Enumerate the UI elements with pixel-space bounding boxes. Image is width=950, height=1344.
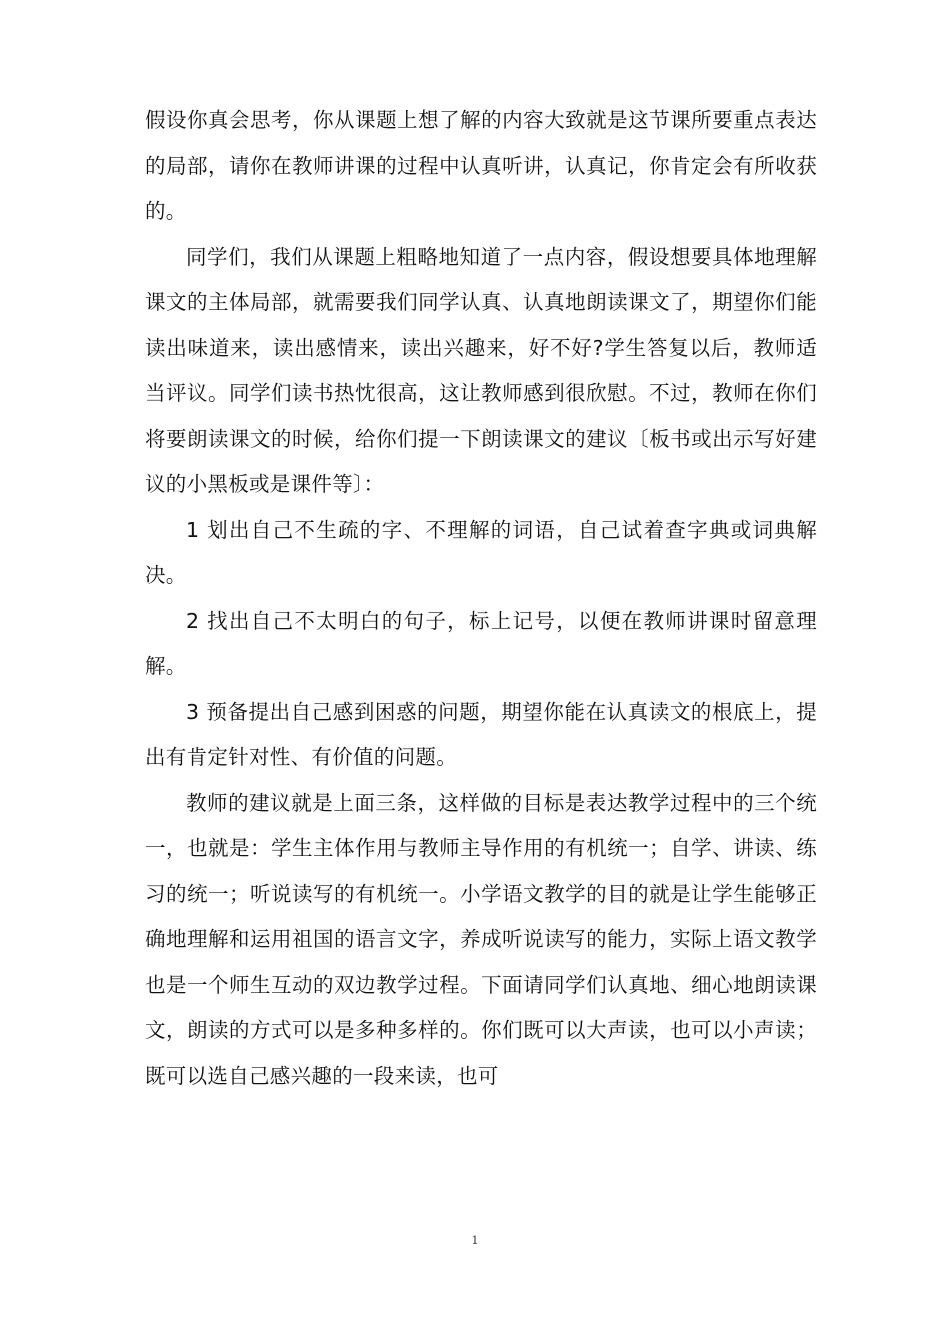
document-body	[145, 98, 817, 1099]
paragraph-continuation: 假设你真会思考，你从课题上想了解的内容大致就是这节课所要重点表达的局部，请你在教师讲课的过程中认真听讲，认真记，你肯定会有所收获的。	[145, 108, 817, 223]
page-number: 1	[471, 1234, 479, 1247]
suggestion-item-3: 3 预备提出自己感到困惑的问题，期望你能在认真读文的根底上，提出有肯定针对性、有价值的问题。	[145, 699, 817, 769]
paragraph-reading-intro: 同学们，我们从课题上粗略地知道了一点内容，假设想要具体地理解课文的主体局部，就需要我们同学认真、认真地朗读课文了，期望你们能读出味道来，读出感情来，读出兴趣来，好不好?学生答复以后，教师适当评议。同学们读书热忱很高，这让教师感到很欣慰。不过，教师在你们将要朗读课文的时候，给你们提一下朗读课文的建议〔板书或出示写好建议的小黑板或是课件等〕：	[145, 244, 817, 496]
suggestion-item-2: 2 找出自己不太明白的句子，标上记号，以便在教师讲课时留意理解。	[145, 608, 817, 678]
suggestion-item-1: 1 划出自己不生疏的字、不理解的词语，自己试着查字典或词典解决。	[145, 517, 817, 587]
paragraph-teacher-suggestions: 教师的建议就是上面三条，这样做的目标是表达教学过程中的三个统一，也就是：学生主体作用与教师主导作用的有机统一；自学、讲读、练习的统一；听说读写的有机统一。小学语文教学的目的就是让学生能够正确地理解和运用祖国的语言文字，养成听说读写的能力，实际上语文教学也是一个师生互动的双边教学过程。下面请同学们认真地、细心地朗读课文，朗读的方式可以是多种多样的。你们既可以大声读，也可以小声读；既可以选自己感兴趣的一段来读，也可	[145, 790, 817, 1088]
